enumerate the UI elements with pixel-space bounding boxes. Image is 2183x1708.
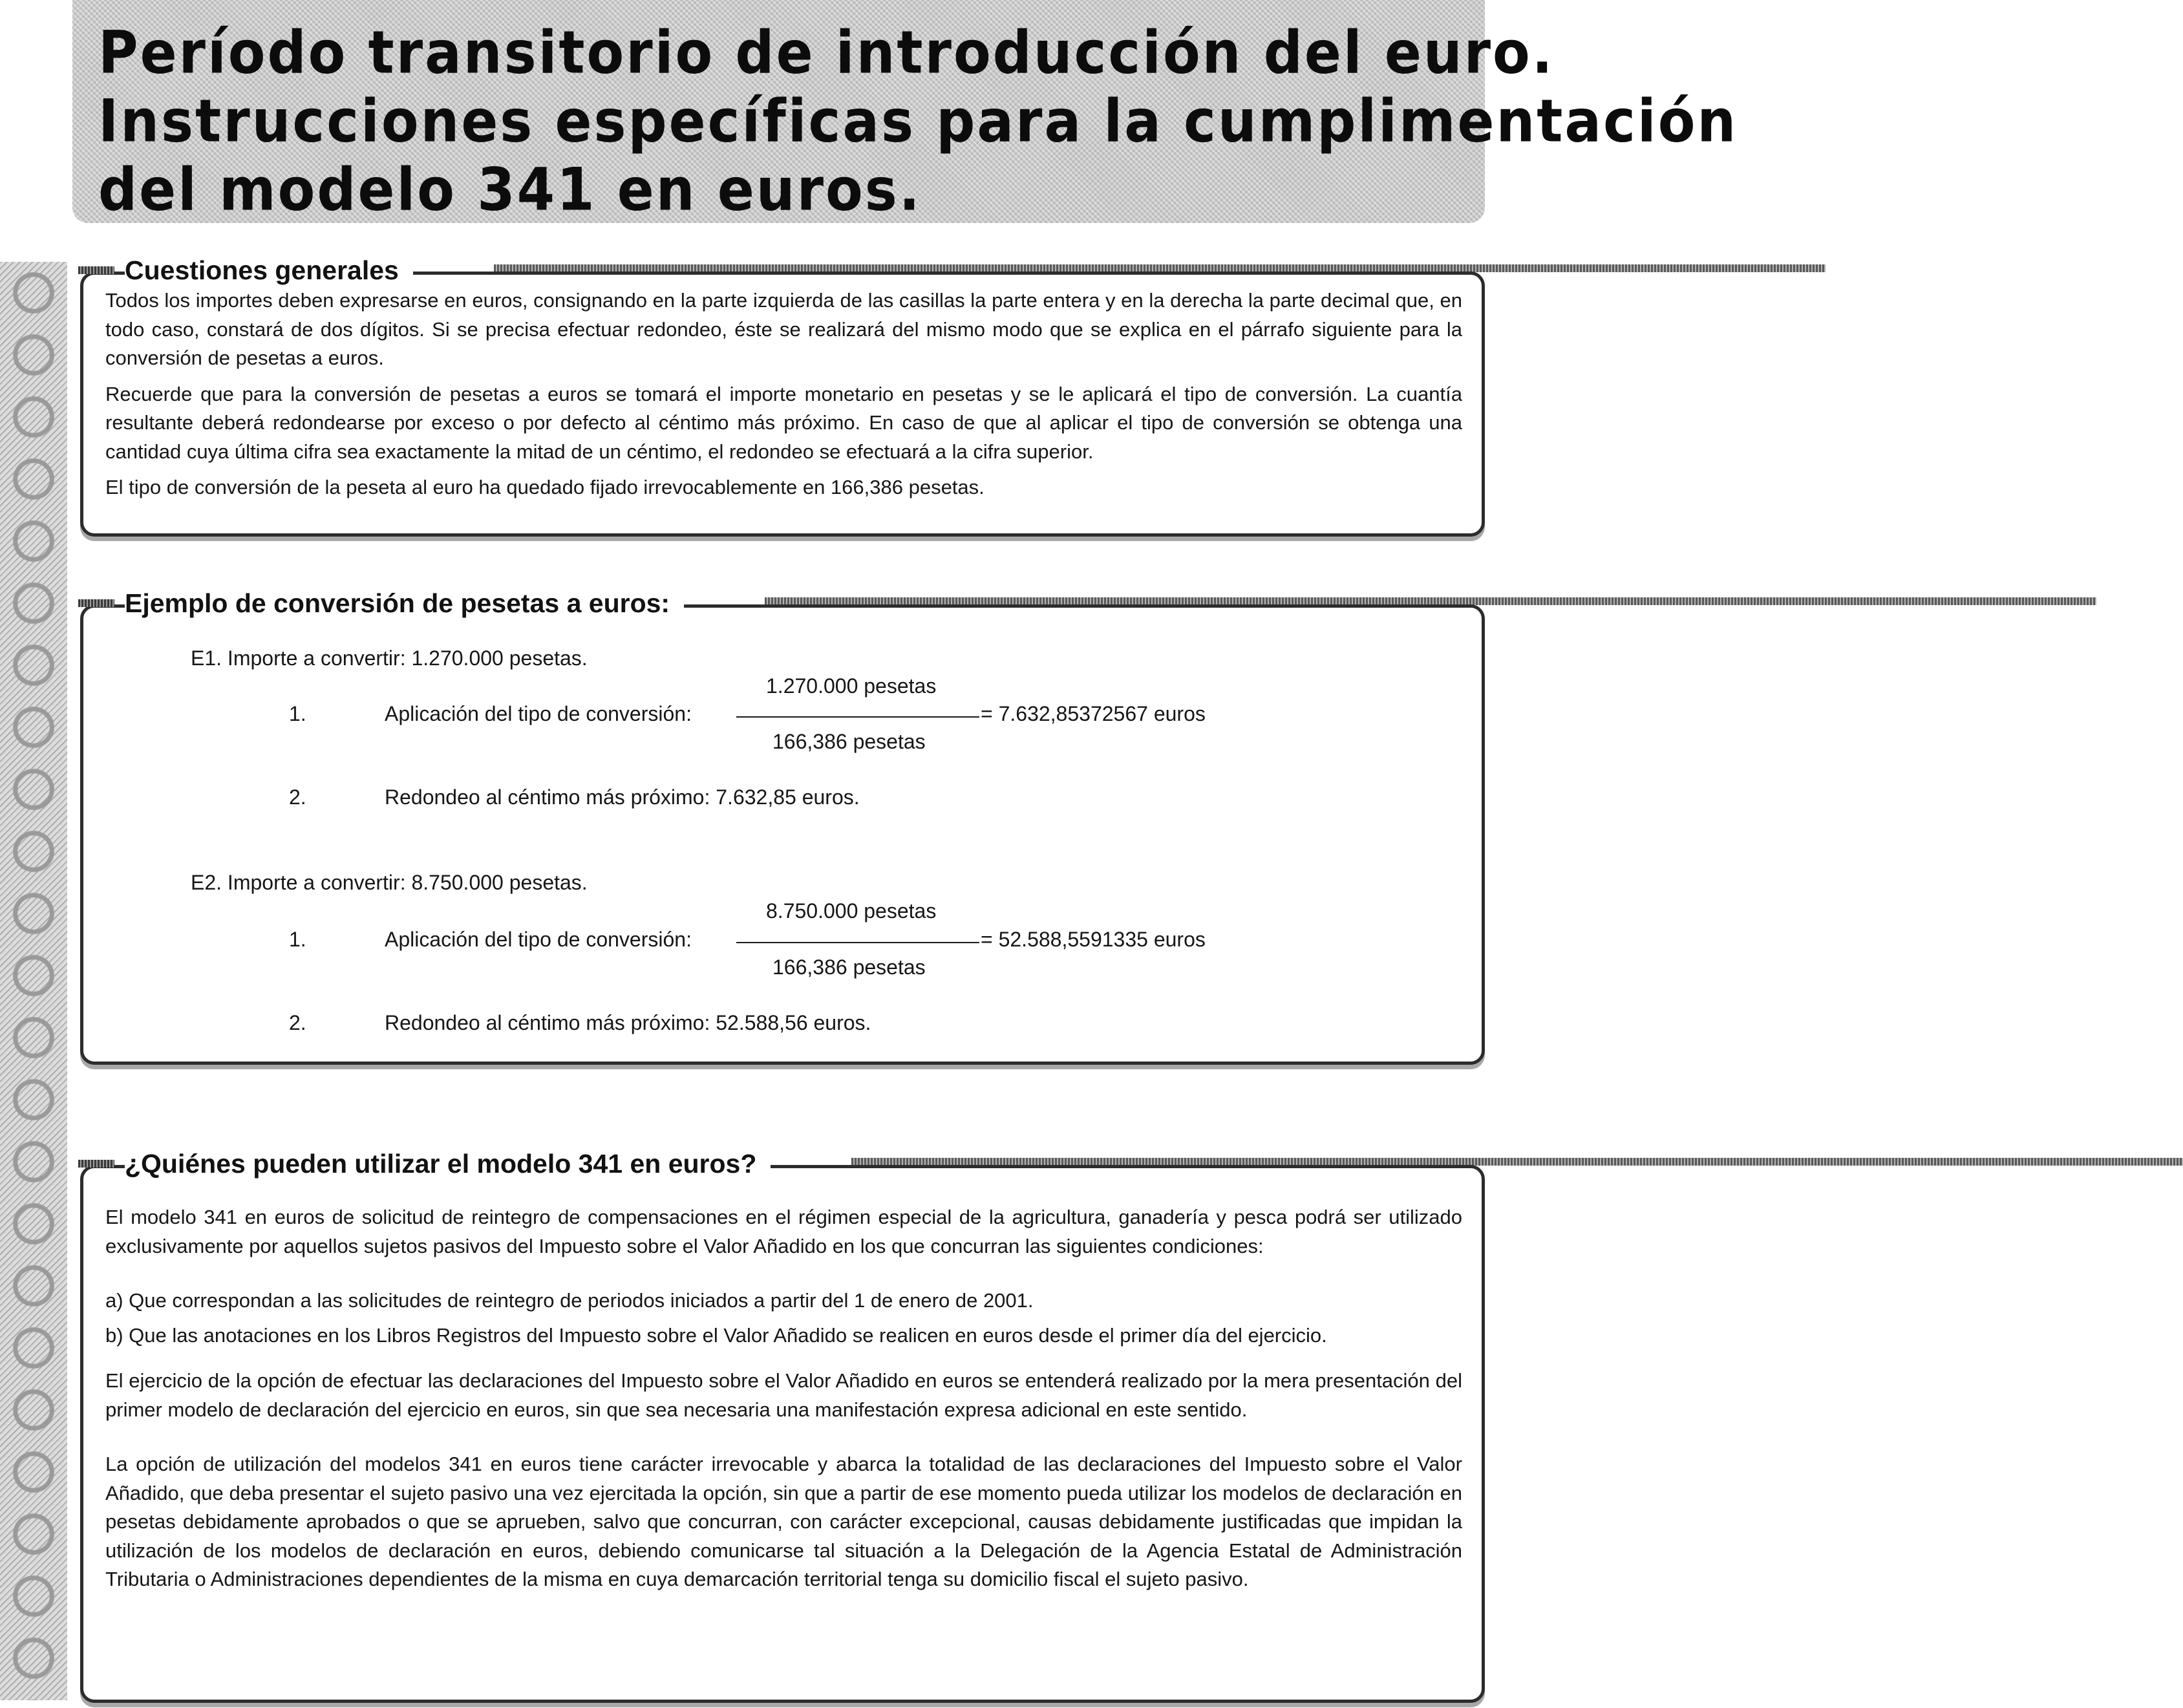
example-1-step-2-text: Redondeo al céntimo más próximo: 7.632,85 euros. <box>385 785 860 809</box>
title-banner <box>72 0 1738 224</box>
condition-b: b) Que las anotaciones en los Libros Registros del Impuesto sobre el Valor Añadido se realicen en euros desde el primer día del ejercicio. <box>105 1323 1327 1347</box>
example-1-result: = 7.632,85372567 euros <box>981 702 1206 725</box>
decorative-side-strip <box>0 262 67 1700</box>
who-intro-paragraph: El modelo 341 en euros de solicitud de reintegro de compensaciones en el régimen especial de la agricultura, ganadería y pesca podrá ser utilizado exclusivamente por aquellos sujetos pasivos del Impuesto sobre el Valor Añadido en los que concurran las siguientes condiciones: <box>105 1206 1462 1257</box>
general-section-body <box>105 286 1462 509</box>
example-1-fraction-line <box>736 716 979 718</box>
header-rule-right <box>765 597 2096 605</box>
example-2-step-2-number: 2. <box>289 1011 306 1034</box>
condition-a: a) Que correspondan a las solicitudes de reintegro de periodos iniciados a partir del 1 de enero de 2001. <box>105 1289 1034 1312</box>
example-1-step-1-number: 1. <box>289 702 306 725</box>
header-rule-left <box>78 266 114 274</box>
general-section-title: Cuestiones generales <box>125 255 413 286</box>
example-1-numerator: 1.270.000 pesetas <box>766 674 937 698</box>
example-1-step-2-number: 2. <box>289 785 306 809</box>
header-rule-left <box>78 1160 114 1168</box>
page-title-line-2: Instrucciones específicas para la cumplimentación <box>98 87 1738 156</box>
who-can-use-section-title: ¿Quiénes pueden utilizar el modelo 341 en euros? <box>125 1149 771 1179</box>
general-section-header <box>78 251 413 289</box>
general-paragraph-amounts: Todos los importes deben expresarse en euros, consignando en la parte izquierda de las casillas la parte entera y en la derecha la parte decimal que, en todo caso, constará de dos dígitos. Si se precisa efectuar redondeo, éste se realizará del mismo modo que se explica en el párrafo siguiente para la conversión de pesetas a euros. <box>105 289 1462 369</box>
example-2-title: E2. Importe a convertir: 8.750.000 pesetas. <box>191 871 588 894</box>
general-paragraph-rate: El tipo de conversión de la peseta al euro ha quedado fijado irrevocablemente en 166,386 pesetas. <box>105 476 985 498</box>
general-section <box>80 255 1485 537</box>
example-2-step-2-text: Redondeo al céntimo más próximo: 52.588,56 euros. <box>385 1011 871 1034</box>
example-section-title: Ejemplo de conversión de pesetas a euros: <box>125 588 684 619</box>
header-rule-right <box>494 264 1826 272</box>
example-section <box>80 588 1485 1065</box>
header-rule-right <box>851 1158 2183 1166</box>
example-2-denominator: 166,386 pesetas <box>772 955 926 979</box>
example-1-denominator: 166,386 pesetas <box>772 730 926 753</box>
option-exercise-paragraph: El ejercicio de la opción de efectuar las declaraciones del Impuesto sobre el Valor Añadido en euros se entenderá realizado por la mera presentación del primer modelo de declaración del ejercicio en euros, sin que sea necesaria una manifestación expresa adicional en este sentido. <box>105 1369 1462 1421</box>
example-1-step-1-label: Aplicación del tipo de conversión: <box>385 702 692 725</box>
page-title-line-3: del modelo 341 en euros. <box>98 155 922 224</box>
irrevocable-option-paragraph: La opción de utilización del modelos 341 en euros tiene carácter irrevocable y abarca la totalidad de las declaraciones del Impuesto sobre el Valor Añadido, que deba presentar el sujeto pasivo una vez ejercitada la opción, sin que a partir de ese momento pueda utilizar los modelos de declaración en pesetas debidamente aprobados o que se aprueben, salvo que concurran, con carácter excepcional, causas debidamente justificadas que impidan la utilización de los modelos de declaración en euros, debiendo comunicarse tal situación a la Delegación de la Agencia Estatal de Administración Tributaria o Administraciones dependientes de la misma en cuya demarcación territorial tenga su domicilio fiscal el sujeto pasivo. <box>105 1453 1462 1590</box>
header-rule-left <box>78 599 114 607</box>
example-2-step-1-label: Aplicación del tipo de conversión: <box>385 928 692 951</box>
example-2-fraction-line <box>736 942 979 943</box>
example-1-title: E1. Importe a convertir: 1.270.000 pesetas. <box>191 646 588 670</box>
page-title-line-1: Período transitorio de introducción del euro. <box>98 18 1555 87</box>
example-section-header <box>78 584 684 622</box>
example-2-numerator: 8.750.000 pesetas <box>766 899 937 923</box>
example-2-step-1-number: 1. <box>289 928 306 951</box>
who-can-use-section <box>80 1148 1485 1703</box>
who-can-use-section-body <box>105 1203 1462 1594</box>
who-can-use-section-header <box>78 1145 771 1182</box>
example-2-result: = 52.588,5591335 euros <box>981 928 1206 951</box>
general-paragraph-conversion: Recuerde que para la conversión de pesetas a euros se tomará el importe monetario en pesetas y se le aplicará el tipo de conversión. La cuantía resultante deberá redondearse por exceso o por defecto al céntimo más próximo. En caso de que al aplicar el tipo de conversión se obtenga una cantidad cuya última cifra sea exactamente la mitad de un céntimo, el redondeo se efectuará a la cifra superior. <box>105 382 1462 463</box>
